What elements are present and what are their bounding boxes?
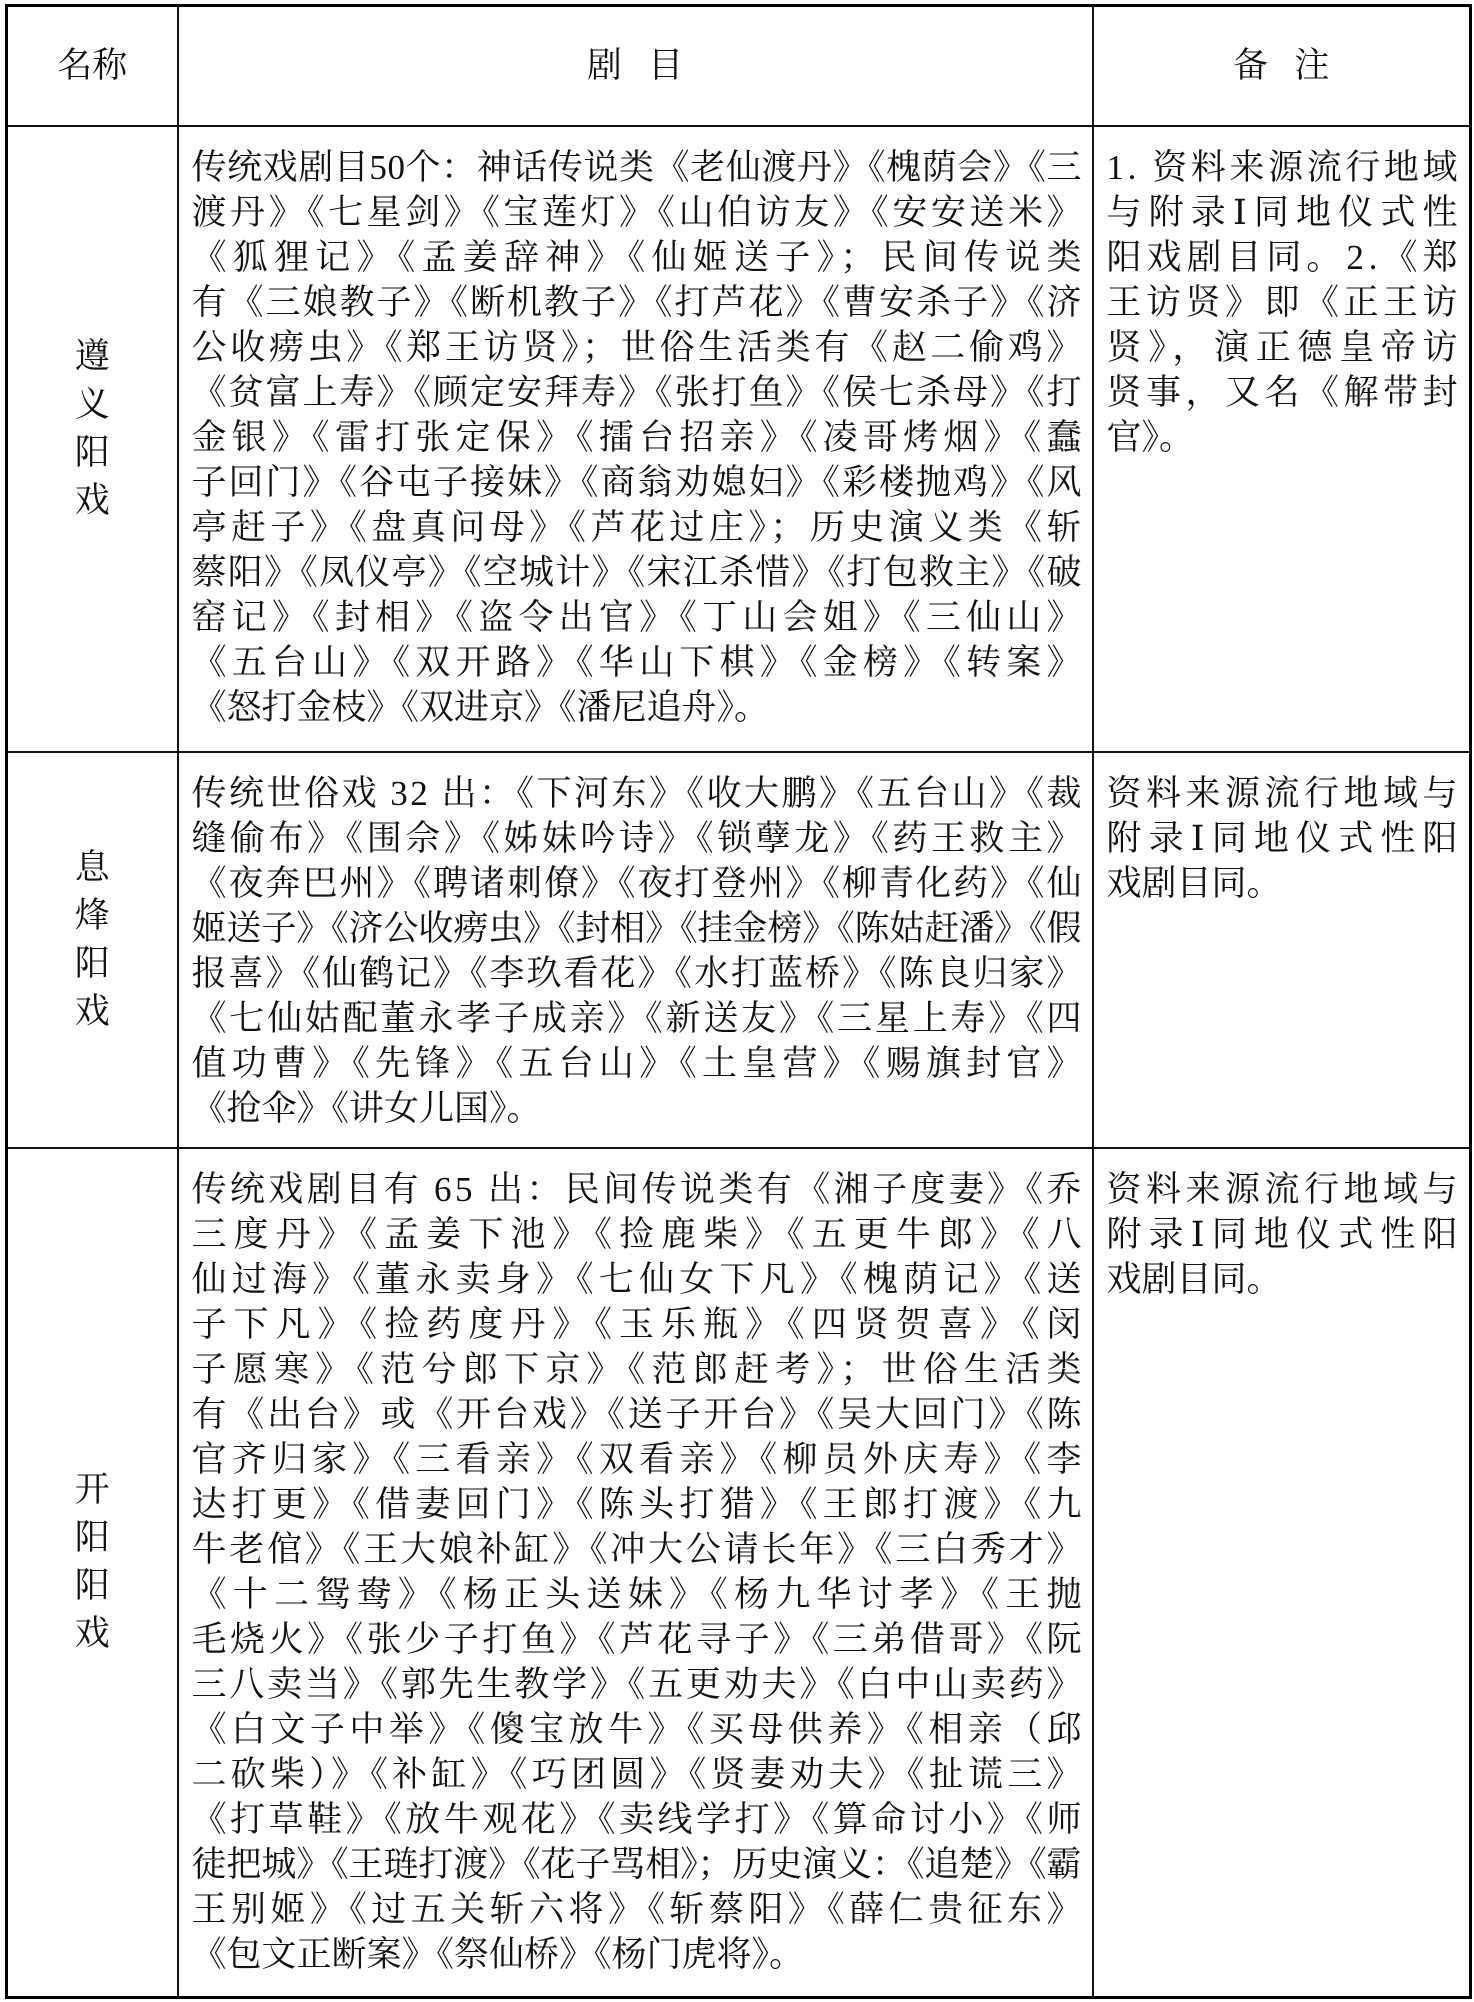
- plays-line: 亭赶子》《盘真问母》《芦花过庄》；历史演义类《斩: [191, 507, 1086, 547]
- plays-line: 报喜》《仙鹤记》《李玖看花》《水打蓝桥》《陈良归家》: [191, 953, 1084, 993]
- plays-line: 窑记》《封相》《盗令出官》《丁山会姐》《三仙山》: [191, 597, 1087, 637]
- name-cell: [7, 126, 178, 752]
- table-row: [7, 1148, 1471, 1998]
- notes-line: 附录Ⅰ同地仪式性阳: [1106, 818, 1465, 858]
- plays-line: 子回门》《谷屯子接妹》《商翁劝媳妇》《彩楼抛鸡》《风: [191, 462, 1084, 502]
- plays-line: 《十二鸳鸯》《杨正头送妹》《杨九华讨孝》《王抛: [191, 1574, 1088, 1614]
- name-cell: [7, 752, 178, 1148]
- opera-name: 开阳阳戏: [74, 1470, 110, 1654]
- notes-line: 贤》，演正德皇帝访: [1106, 327, 1465, 367]
- table-row: [7, 126, 1471, 752]
- plays-cell: [178, 1148, 1093, 1998]
- notes-line: 附录Ⅰ同地仪式性阳: [1106, 1214, 1465, 1254]
- notes-line: 1. 资料来源流行地域: [1106, 147, 1462, 187]
- plays-line: 《抢伞》《讲女儿国》。: [191, 1088, 542, 1128]
- plays-line: 有《出台》或《开台戏》《送子开台》《吴大回门》《陈: [191, 1394, 1085, 1434]
- header-plays-cell: 剧 目: [178, 6, 1093, 126]
- opera-name: 息烽阳戏: [74, 847, 110, 1031]
- notes-line: 阳戏剧目同。2.《郑: [1106, 237, 1463, 277]
- plays-line: 姬送子》《济公收痨虫》《封相》《挂金榜》《陈姑赶潘》《假: [191, 908, 1082, 948]
- plays-line: 金银》《雷打张定保》《擂台招亲》《凌哥烤烟》《蠢: [191, 417, 1087, 457]
- header-name-cell: 名称: [7, 6, 178, 126]
- plays-line: 达打更》《借妻回门》《陈头打猎》《王郎打渡》《九: [191, 1484, 1087, 1524]
- name-cell: [7, 1148, 178, 1998]
- plays-line: 传统戏剧目50个：神话传说类《老仙渡丹》《槐荫会》《三: [191, 147, 1083, 187]
- plays-line: 值功曹》《先锋》《五台山》《土皇营》《赐旗封官》: [191, 1043, 1087, 1083]
- plays-line: 公收痨虫》《郑王访贤》；世俗生活类有《赵二偷鸡》: [191, 327, 1086, 367]
- plays-cell: [178, 752, 1093, 1148]
- notes-cell: [1093, 752, 1471, 1148]
- notes-line: 戏剧目同。: [1106, 863, 1282, 903]
- plays-line: 《贫富上寿》《顾定安拜寿》《张打鱼》《侯七杀母》《打: [191, 372, 1084, 412]
- notes-line: 官》。: [1106, 417, 1195, 457]
- plays-line: 毛烧火》《张少子打鱼》《芦花寻子》《三弟借哥》《阮: [191, 1619, 1086, 1659]
- plays-line: 《打草鞋》《放牛观花》《卖线学打》《算命讨小》《师: [191, 1799, 1086, 1839]
- notes-cell: [1093, 126, 1471, 752]
- plays-cell: [178, 126, 1093, 752]
- plays-line: 徒把城》《王琏打渡》《花子骂相》；历史演义：《追楚》《霸: [191, 1844, 1082, 1884]
- repertoire-table: [5, 4, 1472, 1999]
- plays-line: 子愿寒》《范兮郎下京》《范郎赶考》；世俗生活类: [191, 1349, 1088, 1389]
- plays-line: 有《三娘教子》《断机教子》《打芦花》《曹安杀子》《济: [191, 282, 1084, 322]
- plays-line: 《狐狸记》《孟姜辞神》《仙姬送子》；民间传说类: [191, 237, 1088, 277]
- header-row: [7, 6, 1471, 126]
- plays-line: 牛老倌》《王大娘补缸》《冲大公请长年》《三白秀才》: [191, 1529, 1085, 1569]
- opera-name: 遵义阳戏: [74, 336, 110, 520]
- plays-line: 《包文正断案》《祭仙桥》《杨门虎将》。: [191, 1934, 805, 1974]
- notes-cell: [1093, 1148, 1471, 1998]
- notes-line: 戏剧目同。: [1106, 1259, 1282, 1299]
- plays-line: 《夜奔巴州》《聘诸刺僚》《夜打登州》《柳青化药》《仙: [191, 863, 1084, 903]
- plays-line: 缝偷布》《围佘》《姊妹吟诗》《锁孽龙》《药王救主》: [191, 818, 1086, 858]
- plays-line: 《白文子中举》《傻宝放牛》《买母供养》《相亲（邱: [191, 1709, 1086, 1749]
- plays-line: 传统世俗戏 32 出：《下河东》《收大鹏》《五台山》《裁: [191, 773, 1084, 813]
- plays-line: 《七仙姑配董永孝子成亲》《新送友》《三星上寿》《四: [191, 998, 1085, 1038]
- notes-line: 贤事，又名《解带封: [1106, 372, 1462, 412]
- plays-line: 子下凡》《捡药度丹》《玉乐瓶》《四贤贺喜》《闵: [191, 1304, 1089, 1344]
- plays-line: 传统戏剧目有 65 出：民间传说类有《湘子度妻》《乔: [191, 1169, 1085, 1209]
- notes-line: 资料来源流行地域与: [1106, 773, 1462, 813]
- plays-line: 《五台山》《双开路》《华山下棋》《金榜》《转案》: [191, 642, 1087, 682]
- plays-line: 王别姬》《过五关斩六将》《斩蔡阳》《薛仁贵征东》: [191, 1889, 1086, 1929]
- notes-line: 王访贤》即《正王访: [1106, 282, 1462, 322]
- plays-line: 官齐归家》《三看亲》《双看亲》《柳员外庆寿》《李: [191, 1439, 1087, 1479]
- table-row: [7, 752, 1471, 1148]
- notes-line: 与附录Ⅰ同地仪式性: [1106, 192, 1465, 232]
- notes-line: 资料来源流行地域与: [1106, 1169, 1462, 1209]
- plays-line: 《怒打金枝》《双进京》《潘尼追舟》。: [191, 687, 770, 727]
- plays-line: 三八卖当》《郭先生教学》《五更劝夫》《白中山卖药》: [191, 1664, 1085, 1704]
- plays-line: 三度丹》《孟姜下池》《捡鹿柴》《五更牛郎》《八: [191, 1214, 1089, 1254]
- plays-line: 二砍柴）》《补缸》《巧团圆》《贤妻劝夫》《扯谎三》: [191, 1754, 1086, 1794]
- plays-line: 仙过海》《董永卖身》《七仙女下凡》《槐荫记》《送: [191, 1259, 1087, 1299]
- header-notes-cell: 备 注: [1093, 6, 1471, 126]
- plays-line: 蔡阳》《凤仪亭》《空城计》《宋江杀惜》《打包救主》《破: [191, 552, 1083, 592]
- plays-line: 渡丹》《七星剑》《宝莲灯》《山伯访友》《安安送米》: [191, 192, 1086, 232]
